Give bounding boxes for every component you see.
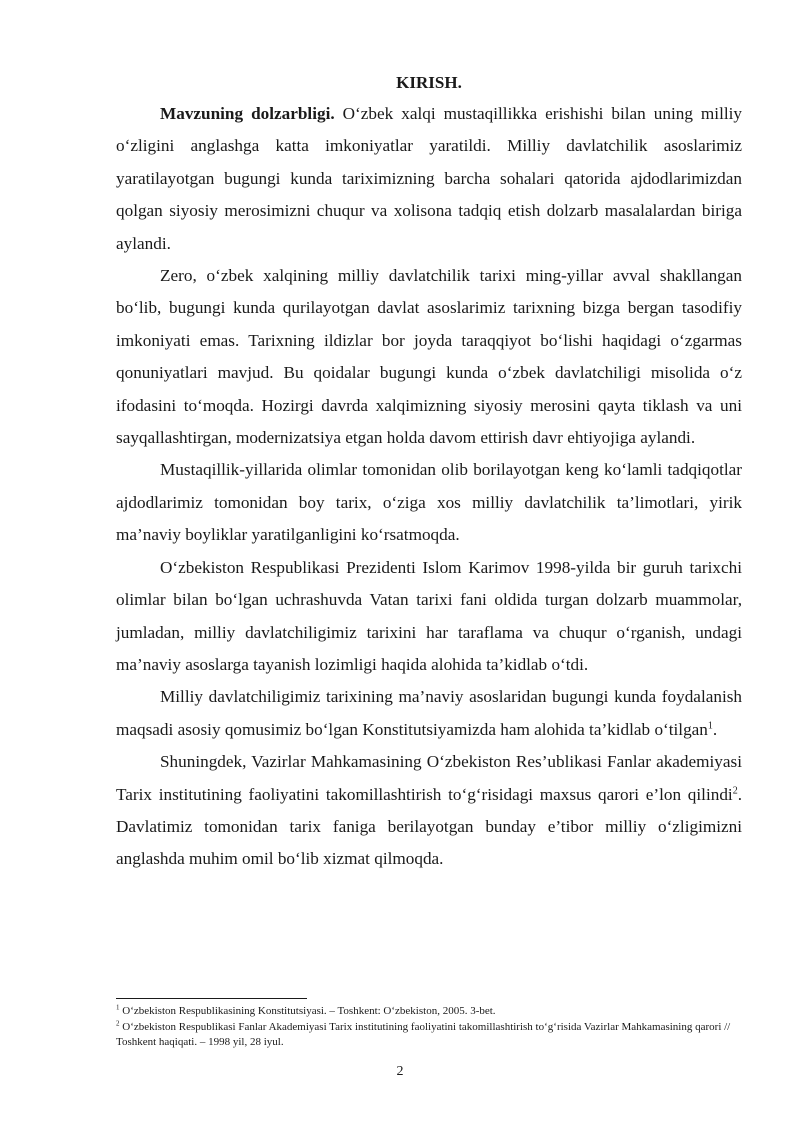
paragraph-president-meeting: O‘zbekiston Respublikasi Prezidenti Islom Karimov 1998-yilda bir guruh tarixchi olimlar bilan bo‘lgan uchrashuvda Vatan tarixi fani oldida turgan dolzarb muammolar, jumladan, milliy davlatchiligimiz tarixini har taraflama va chuqur o‘rganish, undagi ma’naviy asoslarga tayanish lozimligi haqida alohida ta’kidlab o‘tdi. (116, 557, 742, 674)
footnote-1 (116, 1004, 742, 1020)
paragraph-constitution (116, 681, 742, 746)
document-page (116, 72, 742, 876)
footnote-ref-2[interactable]: 2 (732, 784, 738, 796)
paragraph-text-after: . (712, 719, 718, 739)
footnote-text: O‘zbekiston Respublikasining Konstitutsiyasi. – Toshkent: O‘zbekiston, 2005. 3-bet. (119, 1005, 496, 1017)
paragraph-lead: Mavzuning dolzarbligi. (160, 104, 335, 123)
footnote-ref-1[interactable]: 1 (707, 719, 713, 731)
paragraph-cabinet-resolution (116, 746, 742, 876)
footnotes (116, 1004, 742, 1051)
paragraph-relevance (116, 98, 742, 260)
paragraph-text-after: . Davlatimiz tomonidan tarix faniga berilayotgan bunday e’tibor milliy o‘zligimizni anglashda muhim omil bo‘lib xizmat qilmoqda. (116, 784, 742, 869)
footnote-number: 2 (116, 1018, 120, 1027)
paragraph-text: Shuningdek, Vazirlar Mahkamasining O‘zbekiston Res’ublikasi Fanlar akademiyasi Tarix institutining faoliyatini takomillashtirish to‘g‘risidagi maxsus qarori e’lon qilindi (116, 752, 742, 804)
paragraph-statehood-history: Zero, o‘zbek xalqining milliy davlatchilik tarixi ming-yillar avval shakllangan bo‘lib, bugungi kunda qurilayotgan davlat asoslarimiz tarixning bizga bergan tasodifiy imkoniyati emas. Tarixning ildizlar bor joyda taraqqiyot bo‘lishi haqidagi o‘zgarmas qonuniyatlari mavjud. Bu qoidalar bugungi kunda o‘zbek davlatchiligi misolida o‘z ifodasini to‘moqda. Hozirgi davrda xalqimizning siyosiy merosini qayta tiklash va uni sayqallashtirgan, modernizatsiya etgan holda davom ettirish davr ehtiyojiga aylandi. (116, 266, 742, 448)
page-number: 2 (396, 1064, 404, 1079)
footnote-separator (116, 998, 307, 999)
paragraph-independence-research: Mustaqillik-yillarida olimlar tomonidan olib borilayotgan keng ko‘lamli tadqiqotlar ajdodlarimiz tomonidan boy tarix, o‘ziga xos milliy davlatchilik ta’limotlari, yirik ma’naviy boyliklar yaratilganligini ko‘rsatmoqda. (116, 460, 742, 545)
paragraph-text: Milliy davlatchiligimiz tarixining ma’naviy asoslaridan bugungi kunda foydalanish maqsadi asosiy qomusimiz bo‘lgan Konstitutsiyamizda ham alohida ta’kidlab o‘tilgan (116, 687, 742, 739)
paragraph-text: O‘zbek xalqi mustaqillikka erishishi bilan uning milliy o‘zligini anglashga katta imkoniyatlar yaratildi. Milliy davlatchilik asoslarimiz yaratilayotgan bugungi kunda tariximizning barcha sohalari qatorida ajdodlarimizdan qolgan siyosiy merosimizni chuqur va xolisona tadqiq etish dolzarb masalalardan biriga aylandi. (116, 104, 742, 253)
footnote-text: O‘zbekiston Respublikasi Fanlar Akademiyasi Tarix institutining faoliyatini takomillashtirish to‘g‘risida Vazirlar Mahkamasining qarori // Toshkent haqiqati. – 1998 yil, 28 iyul. (116, 1020, 731, 1048)
footnote-2 (116, 1020, 742, 1051)
page-title: KIRISH. (396, 73, 462, 92)
footnote-number: 1 (116, 1003, 120, 1012)
